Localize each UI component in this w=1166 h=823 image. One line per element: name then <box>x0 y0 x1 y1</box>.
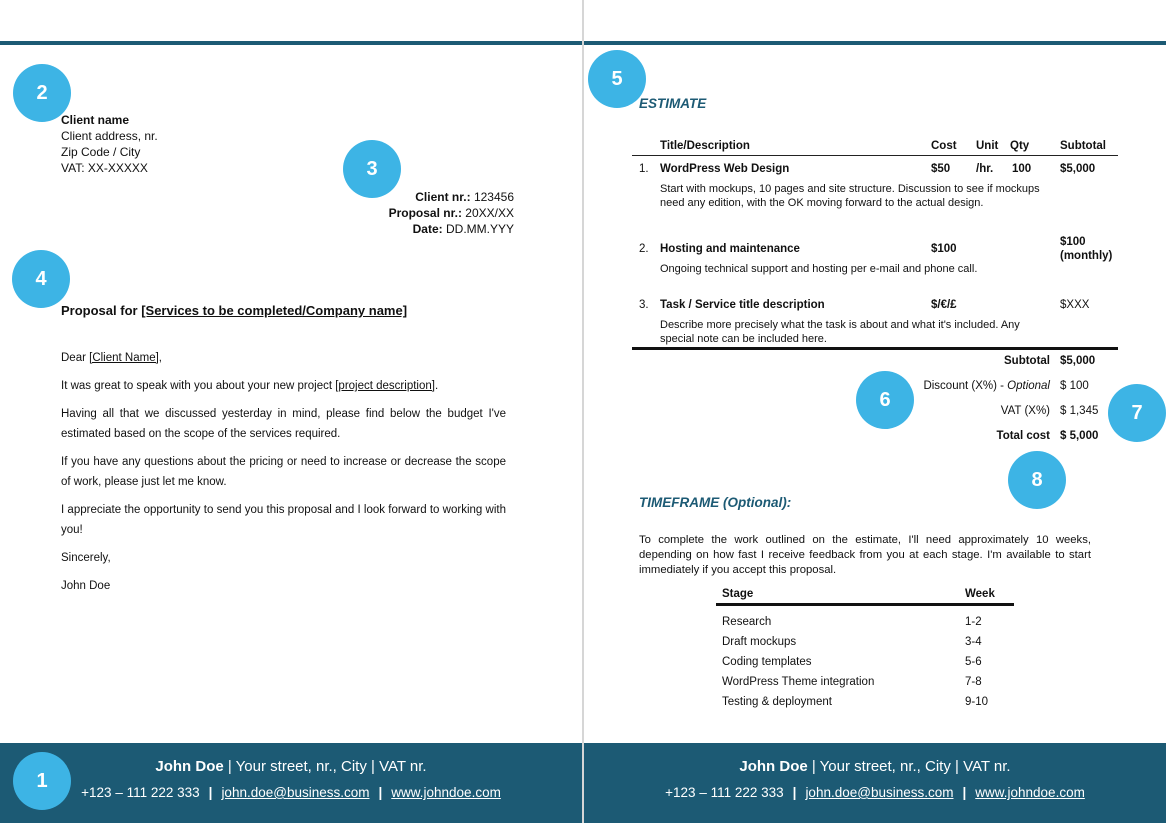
client-number: 123456 <box>473 190 514 204</box>
timeframe-table-header <box>716 586 1014 606</box>
proposal-title <box>61 303 407 318</box>
item-number: 2. <box>639 243 649 255</box>
timeframe-row <box>716 694 1014 714</box>
total-cost-label: Total cost <box>996 430 1050 442</box>
estimate-table <box>632 138 1118 350</box>
date-line <box>389 221 514 237</box>
client-address-block <box>61 112 158 176</box>
proposal-number-label: Proposal nr.: <box>388 206 462 220</box>
timeframe-row <box>716 654 1014 674</box>
top-rule <box>0 41 582 45</box>
item-number: 3. <box>639 299 649 311</box>
header-qty: Qty <box>1010 140 1030 152</box>
footer-address: | Your street, nr., City | VAT nr. <box>807 758 1011 775</box>
date-value: DD.MM.YYY <box>445 222 514 236</box>
date-label: Date: <box>412 222 443 236</box>
page-footer <box>0 743 582 823</box>
footer-email-link[interactable]: john.doe@business.com <box>221 785 370 800</box>
header-week: Week <box>965 588 995 600</box>
item-subtotal: $5,000 <box>1060 163 1096 175</box>
item-cost: $/€/£ <box>931 299 957 311</box>
stage-name: WordPress Theme integration <box>722 676 875 688</box>
client-zip-city: Zip Code / City <box>61 145 141 159</box>
estimate-row <box>632 234 1118 290</box>
proposal-title-subject: [Services to be completed/Company name] <box>141 303 408 318</box>
letter-paragraph-2: Having all that we discussed yesterday in mind, please find below the budget I've estimated based on the scope of the services required. <box>61 408 506 440</box>
left-page <box>0 0 582 823</box>
item-cost: $50 <box>931 163 951 175</box>
callout-badge-1: 1 <box>13 752 71 810</box>
estimate-row <box>632 156 1118 234</box>
footer-name: John Doe <box>739 758 808 775</box>
footer-separator: | <box>962 785 967 800</box>
client-number-line <box>389 189 514 205</box>
footer-phone: +123 – 111 222 333 <box>665 785 784 800</box>
stage-week: 1-2 <box>965 616 982 628</box>
header-unit: Unit <box>976 140 999 152</box>
footer-separator: | <box>378 785 383 800</box>
item-number: 1. <box>639 163 649 175</box>
top-rule <box>584 41 1166 45</box>
item-cost: $100 <box>931 243 957 255</box>
header-cost: Cost <box>931 140 957 152</box>
header-title-description: Title/Description <box>660 140 750 152</box>
stage-week: 7-8 <box>965 676 982 688</box>
letter-paragraph-1 <box>61 376 506 396</box>
vat-label: VAT (X%) <box>1000 405 1050 417</box>
right-page <box>584 0 1166 823</box>
callout-badge-8: 8 <box>1008 451 1066 509</box>
stage-name: Coding templates <box>722 656 812 668</box>
item-title: Task / Service title description <box>660 299 825 311</box>
client-name: Client name <box>61 113 130 127</box>
proposal-number-line <box>389 205 514 221</box>
item-description: Describe more precisely what the task is about and what it's included. Any special note can be included here. <box>660 319 1020 345</box>
timeframe-table <box>716 586 1014 714</box>
letter-signature: John Doe <box>61 580 111 592</box>
stage-week: 3-4 <box>965 636 982 648</box>
page-footer <box>584 743 1166 823</box>
item-title: Hosting and maintenance <box>660 243 800 255</box>
p1-prefix: It was great to speak with you about your new project <box>61 380 336 392</box>
total-cost-value: $ 5,000 <box>1060 430 1099 442</box>
stage-name: Testing & deployment <box>722 696 832 708</box>
footer-email-link[interactable]: john.doe@business.com <box>805 785 954 800</box>
discount-label-text: Discount (X%) - <box>923 380 1008 392</box>
proposal-meta-block <box>389 189 514 237</box>
timeframe-row <box>716 674 1014 694</box>
discount-label <box>923 380 1050 392</box>
item-subtotal: $100 <box>1060 236 1086 248</box>
item-qty: 100 <box>1012 163 1032 175</box>
total-label-wrap <box>884 430 1050 446</box>
footer-line-2 <box>584 785 1166 800</box>
item-subtotal-note: (monthly) <box>1060 250 1113 262</box>
footer-line-2 <box>0 785 582 800</box>
p1-project-placeholder: [project description] <box>335 380 435 392</box>
footer-website-link[interactable]: www.johndoe.com <box>975 785 1085 800</box>
footer-line-1 <box>584 758 1166 775</box>
footer-address: | Your street, nr., City | VAT nr. <box>223 758 427 775</box>
letter-body <box>61 348 506 604</box>
footer-separator: | <box>208 785 213 800</box>
stage-week: 5-6 <box>965 656 982 668</box>
discount-optional-text: Optional <box>1007 380 1050 392</box>
stage-name: Research <box>722 616 772 628</box>
subtotal-label: Subtotal <box>1004 355 1050 367</box>
subtotal-label-wrap <box>884 355 1050 371</box>
footer-phone: +123 – 111 222 333 <box>81 785 200 800</box>
timeframe-row <box>716 634 1014 654</box>
callout-badge-2: 2 <box>13 64 71 122</box>
estimate-title: ESTIMATE <box>639 96 707 111</box>
proposal-title-prefix: Proposal for <box>61 303 142 318</box>
callout-badge-5: 5 <box>588 50 646 108</box>
proposal-number: 20XX/XX <box>465 206 514 220</box>
greeting-client-name: [Client Name] <box>89 352 159 364</box>
letter-closing: Sincerely, <box>61 552 111 564</box>
header-stage: Stage <box>722 588 754 600</box>
stage-week: 9-10 <box>965 696 989 708</box>
callout-badge-4: 4 <box>12 250 70 308</box>
footer-name: John Doe <box>155 758 224 775</box>
timeframe-row <box>716 614 1014 634</box>
letter-paragraph-4: I appreciate the opportunity to send you this proposal and I look forward to working with you! <box>61 504 506 536</box>
estimate-table-header <box>632 138 1118 156</box>
timeframe-title: TIMEFRAME (Optional): <box>639 495 792 510</box>
letter-paragraph-3: If you have any questions about the pricing or need to increase or decrease the scope of work, please just let me know. <box>61 456 506 488</box>
stage-name: Draft mockups <box>722 636 797 648</box>
client-address: Client address, nr. <box>61 129 158 143</box>
estimate-row <box>632 290 1118 350</box>
item-description: Start with mockups, 10 pages and site structure. Discussion to see if mockups need any edition, with the OK moving forward to the actual design. <box>660 183 1040 209</box>
letter-greeting <box>61 348 506 368</box>
item-subtotal: $XXX <box>1060 299 1090 311</box>
item-title: WordPress Web Design <box>660 163 790 175</box>
item-description: Ongoing technical support and hosting per e-mail and phone call. <box>660 263 978 275</box>
p1-suffix: . <box>434 380 439 392</box>
greeting-suffix: , <box>158 352 162 364</box>
callout-badge-6: 6 <box>856 371 914 429</box>
subtotal-value: $5,000 <box>1060 355 1096 367</box>
greeting-prefix: Dear <box>61 352 90 364</box>
discount-value: $ 100 <box>1060 380 1089 392</box>
header-subtotal: Subtotal <box>1060 140 1106 152</box>
footer-line-1 <box>0 758 582 775</box>
footer-separator: | <box>792 785 797 800</box>
client-number-label: Client nr.: <box>415 190 471 204</box>
item-unit: /hr. <box>976 163 994 175</box>
vat-value: $ 1,345 <box>1060 405 1099 417</box>
footer-website-link[interactable]: www.johndoe.com <box>391 785 501 800</box>
callout-badge-3: 3 <box>343 140 401 198</box>
client-vat: VAT: XX-XXXXX <box>61 161 148 175</box>
callout-badge-7: 7 <box>1108 384 1166 442</box>
estimate-bottom-rule <box>632 347 1118 350</box>
timeframe-text: To complete the work outlined on the estimate, I'll need approximately 10 weeks, depending on how fast I receive feedback from you at each stage. I'm available to start immediately if you accept this proposal. <box>639 534 1091 576</box>
